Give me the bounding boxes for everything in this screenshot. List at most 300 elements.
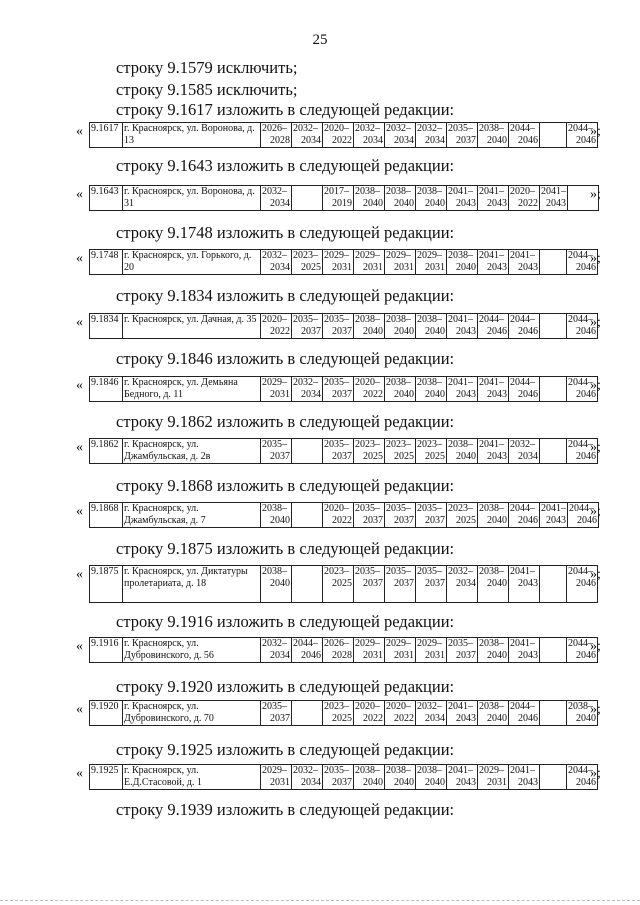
year-range-cell: [416, 123, 447, 148]
year-start: 2041–: [479, 439, 504, 450]
section-heading: строку 9.1617 изложить в следующей редакции:: [116, 100, 455, 119]
year-range-cell: [540, 638, 567, 663]
year-range-cell: [509, 439, 540, 464]
year-range-cell: [385, 503, 416, 528]
open-quote: «: [76, 187, 83, 202]
year-range-cell: [416, 314, 447, 339]
year-start: 2041–: [510, 765, 535, 776]
row-number: 9.1834: [90, 314, 123, 339]
close-quote: »;: [590, 187, 601, 202]
year-start: 2032–: [293, 377, 318, 388]
year-start: 2032–: [262, 250, 287, 261]
year-end: 2046: [576, 451, 596, 462]
open-quote: «: [76, 124, 83, 139]
year-range-cell: [323, 314, 354, 339]
year-end: 2040: [456, 451, 476, 462]
revision-table: [89, 565, 598, 603]
year-start: 2029–: [262, 765, 287, 776]
year-range-cell: [261, 186, 292, 211]
year-range-cell: [323, 123, 354, 148]
year-end: 2043: [546, 198, 566, 209]
year-start: 2044–: [479, 314, 504, 325]
address-cell: г. Красноярск, ул. Горького, д. 20: [123, 250, 261, 275]
year-end: 2043: [487, 262, 507, 273]
year-range-cell: [416, 250, 447, 275]
year-start: 2038–: [386, 765, 411, 776]
year-start: 2041–: [448, 186, 473, 197]
address-cell: г. Красноярск, ул. Дачная, д. 35: [123, 314, 261, 339]
year-end: 2046: [518, 713, 538, 724]
year-end: 2022: [332, 515, 352, 526]
year-range-cell: [509, 186, 540, 211]
year-start: 2038–: [386, 377, 411, 388]
year-range-cell: [292, 250, 323, 275]
year-range-cell: [261, 566, 292, 603]
year-start: 2035–: [293, 314, 318, 325]
year-start: 2017–: [324, 186, 349, 197]
address-cell: г. Красноярск, ул. Дубровинского, д. 56: [123, 638, 261, 663]
year-end: 2037: [394, 515, 414, 526]
year-range-cell: [478, 377, 509, 402]
table-row: [90, 250, 598, 275]
year-end: 2019: [332, 198, 352, 209]
address-cell: г. Красноярск, ул. Е.Д.Стасовой, д. 1: [123, 765, 261, 790]
year-end: 2040: [425, 777, 445, 788]
year-end: 2040: [363, 777, 383, 788]
year-start: 2029–: [417, 250, 442, 261]
year-start: 2026–: [324, 638, 349, 649]
year-end: 2046: [576, 650, 596, 661]
table-row: [90, 765, 598, 790]
year-start: 2038–: [386, 186, 411, 197]
year-range-cell: [540, 186, 568, 211]
year-start: 2038–: [417, 314, 442, 325]
year-range-cell: [354, 250, 385, 275]
year-range-cell: [261, 638, 292, 663]
year-start: 2035–: [386, 566, 411, 577]
year-start: 2035–: [448, 638, 473, 649]
section-heading: строку 9.1862 изложить в следующей редакции:: [116, 412, 455, 431]
year-range-cell: [292, 439, 323, 464]
year-range-cell: [385, 765, 416, 790]
year-start: 2032–: [417, 701, 442, 712]
year-start: 2020–: [510, 186, 535, 197]
year-end: 2037: [394, 578, 414, 589]
year-end: 2046: [487, 326, 507, 337]
year-start: 2041–: [541, 186, 566, 197]
table-row: [90, 377, 598, 402]
year-start: 2044–: [510, 123, 535, 134]
year-range-cell: [509, 701, 540, 726]
year-start: 2038–: [417, 765, 442, 776]
year-range-cell: [540, 503, 568, 528]
table-row: [90, 638, 598, 663]
close-quote: »;: [590, 315, 601, 330]
close-quote: »;: [590, 766, 601, 781]
year-start: 2020–: [324, 123, 349, 134]
year-end: 2034: [270, 198, 290, 209]
year-end: 2031: [425, 262, 445, 273]
year-start: 2041–: [510, 250, 535, 261]
year-range-cell: [323, 250, 354, 275]
year-end: 2034: [270, 650, 290, 661]
year-start: 2035–: [386, 503, 411, 514]
year-end: 2043: [456, 713, 476, 724]
year-start: 2032–: [448, 566, 473, 577]
year-start: 2041–: [479, 186, 504, 197]
year-range-cell: [447, 250, 478, 275]
year-range-cell: [478, 701, 509, 726]
year-range-cell: [261, 314, 292, 339]
year-start: 2023–: [324, 701, 349, 712]
year-range-cell: [447, 503, 478, 528]
year-start: 2041–: [479, 377, 504, 388]
year-start: 2023–: [293, 250, 318, 261]
year-range-cell: [478, 123, 509, 148]
year-start: 2020–: [386, 701, 411, 712]
year-range-cell: [385, 123, 416, 148]
year-range-cell: [509, 503, 540, 528]
year-range-cell: [292, 314, 323, 339]
year-end: 2037: [270, 713, 290, 724]
year-range-cell: [323, 765, 354, 790]
section-heading: строку 9.1834 изложить в следующей редакции:: [116, 286, 455, 305]
revision-table: [89, 700, 598, 726]
year-end: 2040: [363, 198, 383, 209]
year-range-cell: [447, 701, 478, 726]
year-range-cell: [385, 439, 416, 464]
open-quote: «: [76, 251, 83, 266]
close-quote: »;: [590, 639, 601, 654]
year-range-cell: [354, 503, 385, 528]
year-end: 2040: [363, 326, 383, 337]
year-start: 2032–: [293, 123, 318, 134]
row-number: 9.1916: [90, 638, 123, 663]
year-range-cell: [323, 701, 354, 726]
revision-table: [89, 249, 598, 275]
year-start: 2032–: [355, 123, 380, 134]
year-start: 2044–: [510, 701, 535, 712]
row-number: 9.1920: [90, 701, 123, 726]
year-end: 2040: [394, 777, 414, 788]
year-range-cell: [447, 377, 478, 402]
year-end: 2028: [270, 135, 290, 146]
year-start: 2020–: [262, 314, 287, 325]
year-start: 2023–: [448, 503, 473, 514]
table-row: [90, 186, 599, 211]
year-range-cell: [447, 123, 478, 148]
year-start: 2044–: [568, 765, 593, 776]
revision-table: [89, 438, 598, 464]
section-heading: строку 9.1748 изложить в следующей редакции:: [116, 223, 455, 242]
table-row: [90, 314, 598, 339]
year-end: 2040: [576, 713, 596, 724]
year-end: 2040: [456, 262, 476, 273]
year-end: 2031: [363, 650, 383, 661]
year-end: 2031: [394, 262, 414, 273]
close-quote: »;: [590, 567, 601, 582]
year-end: 2031: [270, 777, 290, 788]
year-start: 2029–: [355, 250, 380, 261]
year-end: 2040: [425, 198, 445, 209]
year-range-cell: [447, 186, 478, 211]
year-start: 2044–: [568, 250, 593, 261]
year-end: 2046: [576, 262, 596, 273]
year-range-cell: [354, 377, 385, 402]
open-quote: «: [76, 702, 83, 717]
year-range-cell: [509, 638, 540, 663]
year-end: 2031: [487, 777, 507, 788]
year-end: 2025: [456, 515, 476, 526]
year-range-cell: [292, 377, 323, 402]
section-heading: строку 9.1868 изложить в следующей редакции:: [116, 476, 455, 495]
year-range-cell: [509, 765, 540, 790]
row-number: 9.1846: [90, 377, 123, 402]
revision-table: [89, 502, 599, 528]
year-start: 2038–: [448, 250, 473, 261]
year-end: 2040: [394, 389, 414, 400]
address-cell: г. Красноярск, ул. Джамбульская, д. 7: [123, 503, 261, 528]
year-start: 2044–: [568, 566, 593, 577]
year-range-cell: [540, 566, 567, 603]
row-number: 9.1862: [90, 439, 123, 464]
year-range-cell: [540, 701, 567, 726]
section-heading: строку 9.1875 изложить в следующей редакции:: [116, 539, 455, 558]
year-range-cell: [478, 250, 509, 275]
year-range-cell: [323, 503, 354, 528]
year-start: 2032–: [386, 123, 411, 134]
year-range-cell: [292, 123, 323, 148]
year-end: 2037: [301, 326, 321, 337]
year-end: 2043: [456, 777, 476, 788]
year-end: 2037: [332, 326, 352, 337]
year-end: 2037: [332, 451, 352, 462]
year-range-cell: [385, 638, 416, 663]
year-end: 2037: [363, 515, 383, 526]
revision-table: [89, 637, 598, 663]
open-quote: «: [76, 378, 83, 393]
year-start: 2035–: [355, 503, 380, 514]
year-end: 2031: [332, 262, 352, 273]
year-end: 2043: [456, 389, 476, 400]
year-start: 2044–: [293, 638, 318, 649]
year-start: 2020–: [324, 503, 349, 514]
year-end: 2025: [332, 578, 352, 589]
year-range-cell: [261, 439, 292, 464]
year-end: 2040: [487, 135, 507, 146]
address-cell: г. Красноярск, ул. Воронова, д. 31: [123, 186, 261, 211]
table-row: [90, 123, 598, 148]
year-start: 2029–: [386, 250, 411, 261]
year-range-cell: [478, 638, 509, 663]
year-range-cell: [416, 186, 447, 211]
year-range-cell: [509, 377, 540, 402]
year-end: 2025: [363, 451, 383, 462]
close-quote: »;: [590, 124, 601, 139]
year-start: 2029–: [355, 638, 380, 649]
section-heading: строку 9.1916 изложить в следующей редакции:: [116, 612, 455, 631]
year-start: 2044–: [568, 377, 593, 388]
year-range-cell: [447, 638, 478, 663]
year-start: 2029–: [479, 765, 504, 776]
year-range-cell: [261, 250, 292, 275]
year-end: 2040: [394, 198, 414, 209]
year-end: 2034: [301, 135, 321, 146]
revision-table: [89, 313, 598, 339]
year-start: 2032–: [262, 186, 287, 197]
year-start: 2035–: [417, 503, 442, 514]
year-start: 2029–: [417, 638, 442, 649]
year-range-cell: [354, 123, 385, 148]
address-cell: г. Красноярск, ул. Воронова, д. 13: [123, 123, 261, 148]
year-range-cell: [478, 503, 509, 528]
year-end: 2025: [301, 262, 321, 273]
year-end: 2028: [332, 650, 352, 661]
year-start: 2044–: [568, 123, 593, 134]
year-range-cell: [292, 566, 323, 603]
year-end: 2040: [487, 650, 507, 661]
year-range-cell: [416, 377, 447, 402]
section-heading: строку 9.1846 изложить в следующей редакции:: [116, 349, 455, 368]
year-start: 2041–: [448, 701, 473, 712]
year-start: 2041–: [510, 566, 535, 577]
year-range-cell: [416, 439, 447, 464]
year-range-cell: [385, 250, 416, 275]
year-end: 2043: [518, 777, 538, 788]
year-end: 2040: [425, 326, 445, 337]
year-range-cell: [261, 503, 292, 528]
year-end: 2034: [301, 777, 321, 788]
year-range-cell: [292, 186, 323, 211]
year-end: 2040: [270, 578, 290, 589]
year-range-cell: [509, 250, 540, 275]
year-range-cell: [354, 566, 385, 603]
year-start: 2044–: [568, 314, 593, 325]
year-range-cell: [385, 314, 416, 339]
year-range-cell: [478, 314, 509, 339]
year-start: 2038–: [417, 377, 442, 388]
year-end: 2034: [270, 262, 290, 273]
year-start: 2041–: [510, 638, 535, 649]
year-range-cell: [292, 638, 323, 663]
year-range-cell: [416, 765, 447, 790]
year-range-cell: [540, 377, 567, 402]
year-start: 2029–: [324, 250, 349, 261]
year-range-cell: [385, 701, 416, 726]
year-start: 2044–: [568, 638, 593, 649]
year-end: 2025: [332, 713, 352, 724]
year-range-cell: [509, 123, 540, 148]
year-start: 2041–: [448, 377, 473, 388]
open-quote: «: [76, 639, 83, 654]
year-range-cell: [354, 701, 385, 726]
year-start: 2038–: [479, 566, 504, 577]
year-range-cell: [354, 765, 385, 790]
year-start: 2020–: [355, 701, 380, 712]
open-quote: «: [76, 315, 83, 330]
year-end: 2031: [394, 650, 414, 661]
year-start: 2029–: [262, 377, 287, 388]
year-start: 2023–: [386, 439, 411, 450]
year-end: 2040: [394, 326, 414, 337]
year-start: 2044–: [510, 314, 535, 325]
year-end: 2046: [518, 135, 538, 146]
year-range-cell: [354, 638, 385, 663]
section-heading: строку 9.1643 изложить в следующей редакции:: [116, 156, 455, 175]
year-end: 2037: [425, 515, 445, 526]
year-start: 2038–: [479, 701, 504, 712]
year-range-cell: [292, 701, 323, 726]
year-start: 2038–: [479, 638, 504, 649]
year-end: 2046: [576, 326, 596, 337]
scan-edge-line: [0, 900, 640, 901]
year-range-cell: [292, 765, 323, 790]
row-number: 9.1868: [90, 503, 123, 528]
close-quote: »;: [590, 440, 601, 455]
year-start: 2038–: [386, 314, 411, 325]
year-end: 2046: [301, 650, 321, 661]
open-quote: «: [76, 440, 83, 455]
year-range-cell: [385, 186, 416, 211]
year-end: 2037: [456, 135, 476, 146]
year-start: 2032–: [417, 123, 442, 134]
year-start: 2041–: [541, 503, 566, 514]
section-heading: строку 9.1925 изложить в следующей редакции:: [116, 740, 455, 759]
year-start: 2038–: [355, 186, 380, 197]
year-end: 2022: [394, 713, 414, 724]
year-start: 2041–: [448, 314, 473, 325]
year-end: 2040: [487, 578, 507, 589]
open-quote: «: [76, 766, 83, 781]
year-end: 2022: [363, 389, 383, 400]
year-start: 2038–: [479, 503, 504, 514]
year-end: 2043: [487, 389, 507, 400]
year-range-cell: [540, 314, 567, 339]
year-range-cell: [416, 701, 447, 726]
row-number: 9.1925: [90, 765, 123, 790]
address-cell: г. Красноярск, ул. Демьяна Бедного, д. 11: [123, 377, 261, 402]
year-end: 2022: [363, 713, 383, 724]
year-start: 2044–: [569, 503, 594, 514]
year-start: 2038–: [417, 186, 442, 197]
year-range-cell: [509, 566, 540, 603]
table-row: [90, 439, 598, 464]
year-start: 2035–: [448, 123, 473, 134]
year-end: 2043: [456, 198, 476, 209]
year-end: 2046: [576, 777, 596, 788]
instruction-line: строку 9.1585 исключить;: [116, 80, 298, 99]
year-end: 2022: [518, 198, 538, 209]
year-end: 2043: [518, 650, 538, 661]
year-end: 2031: [270, 389, 290, 400]
revision-table: [89, 764, 598, 790]
year-end: 2031: [363, 262, 383, 273]
year-range-cell: [385, 566, 416, 603]
close-quote: »;: [590, 504, 601, 519]
year-range-cell: [354, 439, 385, 464]
year-end: 2022: [332, 135, 352, 146]
year-start: 2032–: [293, 765, 318, 776]
year-start: 2035–: [324, 377, 349, 388]
year-range-cell: [416, 566, 447, 603]
year-range-cell: [261, 377, 292, 402]
year-range-cell: [540, 123, 567, 148]
year-end: 2034: [518, 451, 538, 462]
year-range-cell: [447, 439, 478, 464]
year-start: 2044–: [510, 377, 535, 388]
revision-table: [89, 376, 598, 402]
year-start: 2038–: [479, 123, 504, 134]
